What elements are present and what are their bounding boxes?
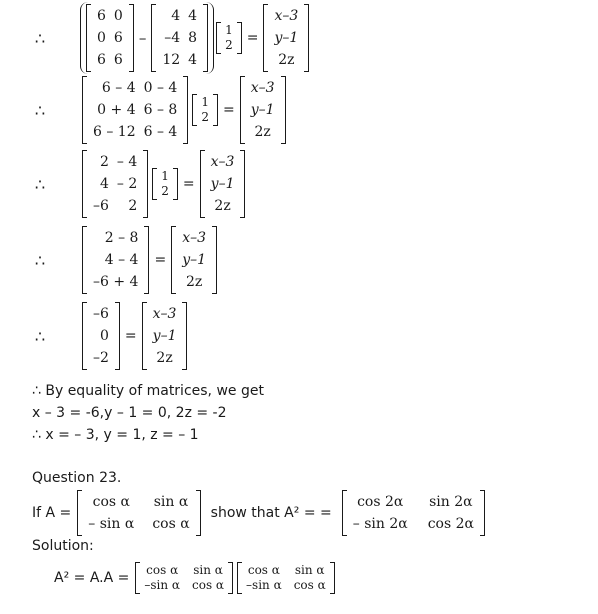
matrix-a <box>86 4 134 72</box>
matrix-cell: –6 <box>93 198 109 214</box>
rhs-vector <box>200 150 246 218</box>
show-that-label: show that A² = = <box>210 505 332 521</box>
matrix-cell: 0 <box>100 328 109 344</box>
step-1 <box>0 2 311 74</box>
matrix-cell: 0 – 4 <box>143 80 178 96</box>
matrix-cell: cos 2α <box>427 516 474 532</box>
matrix-cell: – 4 <box>116 154 138 170</box>
therefore-symbol: ∴ <box>34 174 46 194</box>
matrix-cell: 6 <box>113 52 123 68</box>
matrix-cell: 4 <box>188 8 198 24</box>
matrix-cell: cos α <box>152 516 190 532</box>
therefore-symbol: ∴ <box>34 100 46 120</box>
matrix-cell: 6 – 8 <box>143 102 178 118</box>
matrix-cell: x–3 <box>250 80 275 96</box>
matrix-a-squared <box>342 490 485 536</box>
matrix-cell: cos α <box>92 494 130 510</box>
matrix-cell: –6 <box>93 306 109 322</box>
vector-1-2 <box>152 168 178 200</box>
matrix-cell: 6 <box>97 8 106 24</box>
matrix-cell: 0 <box>97 30 106 46</box>
matrix-cell: 4 – 4 <box>104 252 139 268</box>
matrix-cell: 2 <box>128 198 138 214</box>
matrix-cell: cos α <box>293 578 326 592</box>
matrix-cell: x–3 <box>274 8 299 24</box>
matrix-cell: 6 – 12 <box>93 124 136 140</box>
therefore-symbol: ∴ <box>34 326 46 346</box>
matrix-cell: 4 <box>171 8 181 24</box>
matrix-cell: y–1 <box>250 102 275 118</box>
matrix-cell: cos α <box>247 563 280 577</box>
solution-line <box>54 562 337 594</box>
matrix-cell: 0 + 4 <box>97 102 136 118</box>
matrix-cell: 2 <box>225 38 233 52</box>
matrix-aa-2 <box>237 562 335 594</box>
matrix-cell: 2 <box>100 154 109 170</box>
matrix-cell: –sin α <box>246 578 282 592</box>
matrix-cell: = <box>154 252 167 268</box>
brace-group <box>80 2 214 74</box>
matrix-cell: 2 <box>161 184 169 198</box>
equality-statement: ∴ By equality of matrices, we get <box>32 383 264 399</box>
matrix-cell: 1 <box>225 23 233 37</box>
matrix-cell: 2 <box>201 110 209 124</box>
matrix-cell: = <box>182 176 195 192</box>
matrix-cell: y–1 <box>152 328 177 344</box>
matrix-cell: x–3 <box>152 306 177 322</box>
matrix-result <box>82 302 120 370</box>
matrix-cell: 8 <box>188 30 198 46</box>
matrix-cell: 2z <box>278 52 295 68</box>
solution-label: Solution: <box>32 538 94 554</box>
therefore-symbol: ∴ <box>34 28 46 48</box>
matrix-cell: – <box>138 29 147 47</box>
matrix-cell: 6 – 4 <box>101 80 136 96</box>
matrix-cell: 2z <box>185 274 203 290</box>
matrix-cell: cos α <box>192 578 225 592</box>
matrix-cell: y–1 <box>182 252 207 268</box>
vector-1-2 <box>192 94 218 126</box>
matrix-cell: – sin α <box>88 516 135 532</box>
matrix-cell: x–3 <box>210 154 235 170</box>
step-5 <box>0 302 189 370</box>
matrix-cell: 1 <box>161 169 169 183</box>
matrix-cell: cos 2α <box>357 494 404 510</box>
matrix-difference <box>82 76 188 144</box>
matrix-cell: 4 <box>188 52 198 68</box>
rhs-vector <box>142 302 188 370</box>
rhs-vector <box>263 4 309 72</box>
matrix-cell: – sin 2α <box>352 516 408 532</box>
matrix-b <box>151 4 208 72</box>
matrix-cell: –sin α <box>144 578 181 592</box>
matrix-cell: sin α <box>153 494 189 510</box>
question-statement <box>32 490 487 536</box>
rhs-vector <box>171 226 217 294</box>
matrix-cell: –2 <box>93 350 109 366</box>
matrix-cell: 1 <box>201 95 209 109</box>
a2-equals-label: A² = A.A = <box>54 570 130 586</box>
matrix-cell: sin α <box>294 563 325 577</box>
matrix-cell: 12 <box>162 52 181 68</box>
step-3 <box>0 150 247 218</box>
matrix-cell: 2 – 8 <box>104 230 139 246</box>
equations-line: x – 3 = -6,y – 1 = 0, 2z = -2 <box>32 405 227 421</box>
matrix-product <box>82 226 149 294</box>
step-2 <box>0 76 288 144</box>
matrix-cell: 6 – 4 <box>143 124 178 140</box>
matrix-a-def <box>77 490 200 536</box>
matrix-cell: sin α <box>193 563 223 577</box>
matrix-cell: –4 <box>164 30 181 46</box>
matrix-cell: = <box>124 328 137 344</box>
matrix-cell: 4 <box>100 176 109 192</box>
matrix-cell: 2z <box>156 350 173 366</box>
matrix-cell: –6 + 4 <box>93 274 139 290</box>
matrix-aa-1 <box>135 562 233 594</box>
matrix-cell: 2z <box>214 198 231 214</box>
matrix-cell: 0 <box>113 8 123 24</box>
matrix-cell: y–1 <box>274 30 299 46</box>
rhs-vector <box>240 76 286 144</box>
if-a-label: If A = <box>32 505 72 521</box>
result-line: ∴ x = – 3, y = 1, z = – 1 <box>32 427 199 443</box>
therefore-symbol: ∴ <box>34 250 46 270</box>
vector-1-2 <box>216 22 242 54</box>
matrix-cell: sin 2α <box>429 494 473 510</box>
matrix-cell: cos α <box>146 563 179 577</box>
matrix-cell: 2z <box>254 124 271 140</box>
matrix-cell: y–1 <box>210 176 235 192</box>
matrix-cell: = <box>246 30 259 46</box>
step-4 <box>0 226 219 294</box>
matrix-simplified <box>82 150 148 218</box>
matrix-cell: x–3 <box>182 230 206 246</box>
matrix-cell: 6 <box>113 30 123 46</box>
matrix-cell: = <box>222 102 235 118</box>
question-title: Question 23. <box>32 470 122 486</box>
matrix-cell: – 2 <box>116 176 138 192</box>
matrix-cell: 6 <box>97 52 106 68</box>
